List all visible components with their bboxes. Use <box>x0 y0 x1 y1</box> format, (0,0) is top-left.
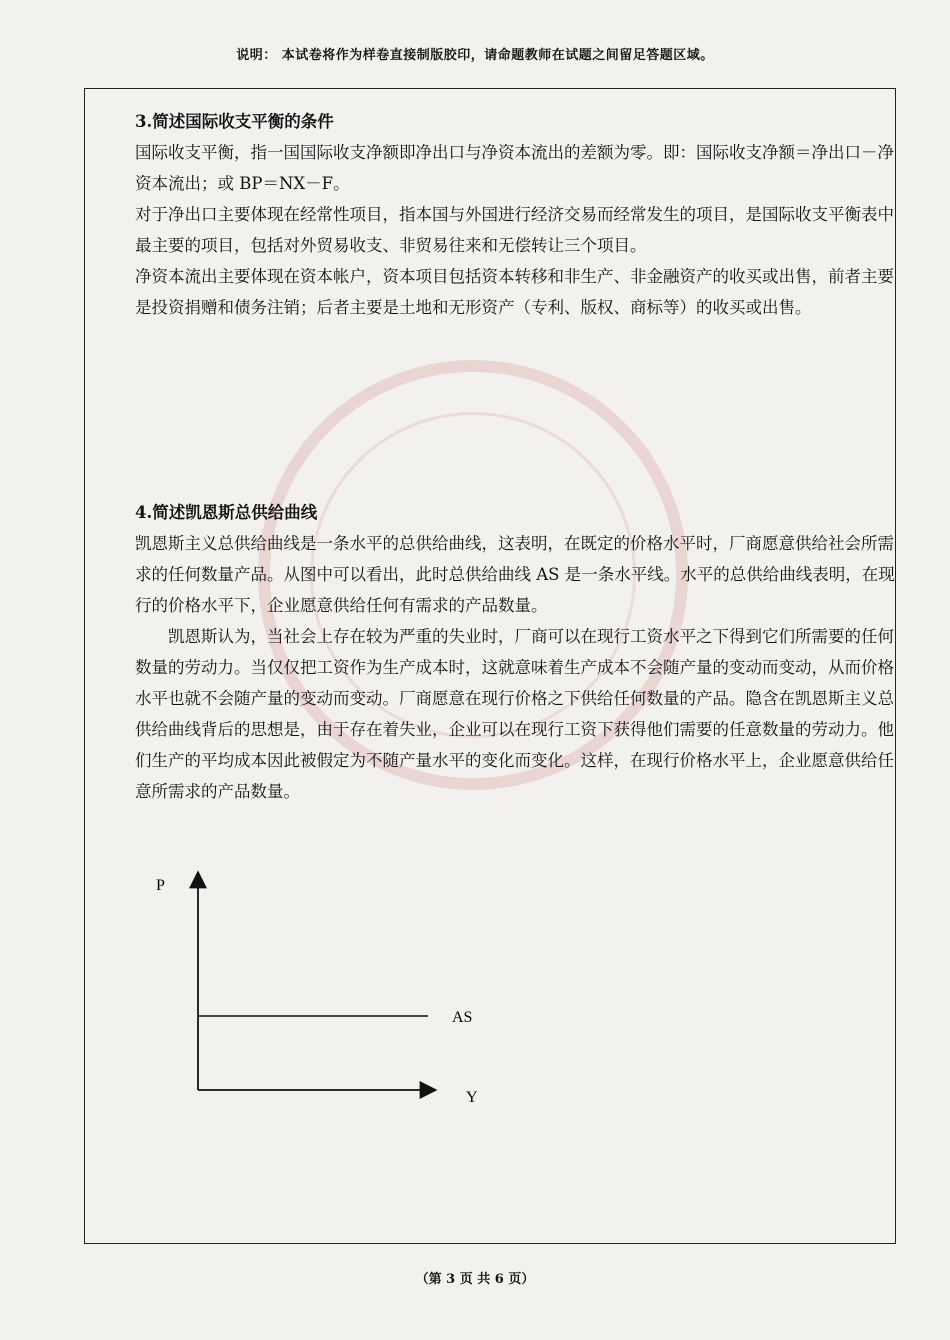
question-4 <box>135 497 895 807</box>
page-number: （第 3 页 共 6 页） <box>415 1272 535 1287</box>
question-3-paragraph-3: 净资本流出主要体现在资本帐户，资本项目包括资本转移和非生产、非金融资产的收买或出售，前者主要是投资捐赠和债务注销；后者主要是土地和无形资产（专利、版权、商标等）的收买或出售。 <box>135 267 894 317</box>
question-3-paragraph-2: 对于净出口主要体现在经常性项目，指本国与外国进行经济交易而经常发生的项目，是国际收支平衡表中最主要的项目，包括对外贸易收支、非贸易往来和无偿转让三个项目。 <box>135 205 894 255</box>
header-note: 说明： 本试卷将作为样卷直接制版胶印，请命题教师在试题之间留足答题区域。 <box>236 48 714 63</box>
as-curve-diagram <box>140 860 500 1110</box>
question-4-paragraph-2: 凯恩斯认为，当社会上存在较为严重的失业时，厂商可以在现行工资水平之下得到它们所需要的任何数量的劳动力。当仅仅把工资作为生产成本时，这就意味着生产成本不会随产量的变动而变动，从而价格水平也就不会随产量的变动而变动。厂商愿意在现行价格之下供给任何数量的产品。隐含在凯恩斯主义总供给曲线背后的思想是，由于存在着失业，企业可以在现行工资下获得他们需要的任意数量的劳动力。他们生产的平均成本因此被假定为不随产量水平的变化而变化。这样，在现行价格水平上，企业愿意供给任意所需求的产品数量。 <box>135 627 894 801</box>
question-4-title: 4.简述凯恩斯总供给曲线 <box>135 503 318 522</box>
as-curve-label: AS <box>452 1009 473 1026</box>
question-3-paragraph-1: 国际收支平衡，指一国国际收支净额即净出口与净资本流出的差额为零。即：国际收支净额＝净出口－净资本流出；或 BP＝NX－F。 <box>135 143 894 193</box>
y-axis-label: P <box>156 877 165 894</box>
question-4-paragraph-1: 凯恩斯主义总供给曲线是一条水平的总供给曲线，这表明，在既定的价格水平时，厂商愿意供给社会所需求的任何数量产品。从图中可以看出，此时总供给曲线 AS 是一条水平线。水平的总供给曲线表明，在现行的价格水平下，企业愿意供给任何有需求的产品数量。 <box>135 534 895 615</box>
question-3 <box>135 106 895 323</box>
diagram-svg <box>140 860 500 1110</box>
x-axis-label: Y <box>466 1089 478 1106</box>
question-3-title: 3.简述国际收支平衡的条件 <box>135 112 334 131</box>
